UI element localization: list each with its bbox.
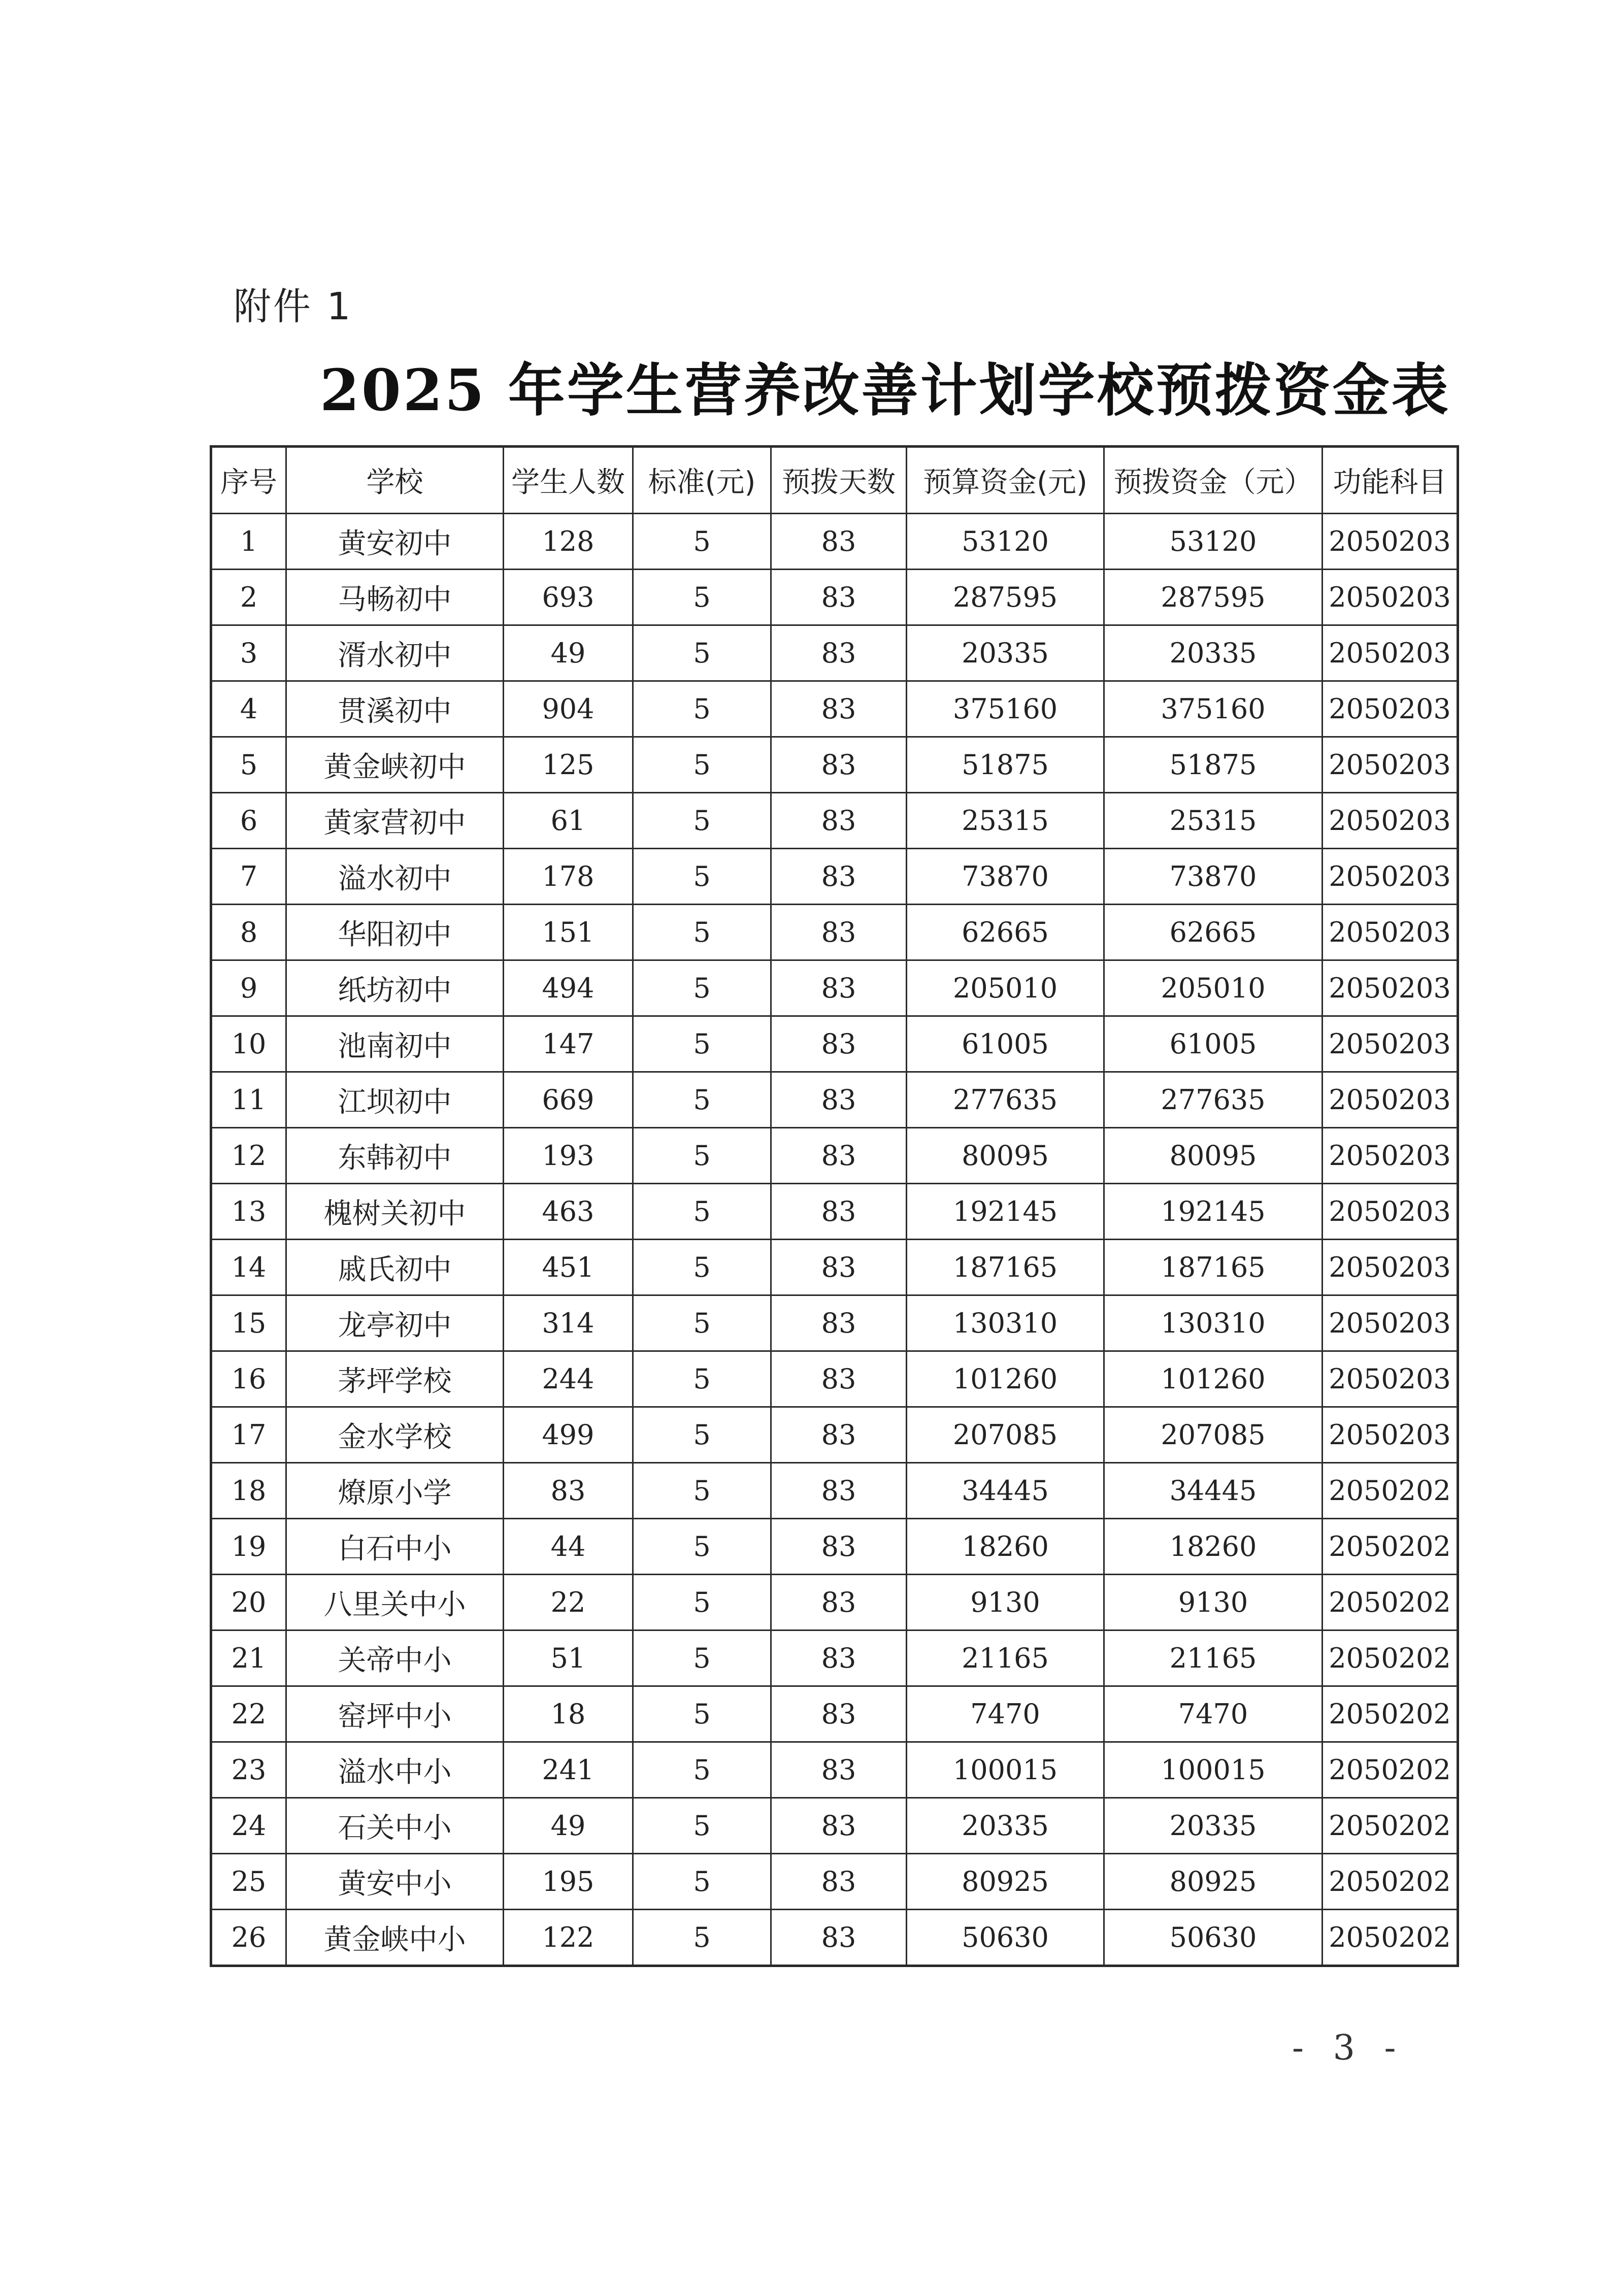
cell-budget-funds: 9130 (907, 1575, 1104, 1631)
cell-student-count: 195 (504, 1854, 633, 1910)
cell-function-code: 2050202 (1323, 1910, 1458, 1966)
cell-days: 83 (771, 1128, 907, 1184)
cell-days: 83 (771, 625, 907, 681)
cell-days: 83 (771, 1798, 907, 1854)
cell-budget-funds: 80925 (907, 1854, 1104, 1910)
table-row (211, 737, 1458, 793)
cell-function-code: 2050203 (1323, 1351, 1458, 1407)
attachment-label: 附件 1 (234, 285, 353, 328)
cell-function-code: 2050203 (1323, 1407, 1458, 1463)
cell-school: 溢水中小 (286, 1742, 504, 1798)
cell-budget-funds: 7470 (907, 1686, 1104, 1742)
cell-school: 白石中小 (286, 1519, 504, 1575)
cell-index: 2 (211, 570, 286, 625)
cell-advance-funds: 7470 (1104, 1686, 1323, 1742)
cell-function-code: 2050202 (1323, 1854, 1458, 1910)
table-row (211, 1016, 1458, 1072)
cell-advance-funds: 18260 (1104, 1519, 1323, 1575)
cell-student-count: 193 (504, 1128, 633, 1184)
table-row (211, 905, 1458, 960)
cell-advance-funds: 277635 (1104, 1072, 1323, 1128)
header-budget-funds: 预算资金(元) (907, 447, 1104, 514)
cell-school: 江坝初中 (286, 1072, 504, 1128)
table-row (211, 1854, 1458, 1910)
cell-standard: 5 (633, 793, 771, 849)
cell-student-count: 49 (504, 1798, 633, 1854)
cell-student-count: 22 (504, 1575, 633, 1631)
cell-school: 戚氏初中 (286, 1240, 504, 1295)
cell-advance-funds: 20335 (1104, 1798, 1323, 1854)
table-row (211, 1798, 1458, 1854)
cell-standard: 5 (633, 1631, 771, 1686)
cell-budget-funds: 53120 (907, 514, 1104, 570)
cell-index: 23 (211, 1742, 286, 1798)
table-row (211, 960, 1458, 1016)
cell-school: 燎原小学 (286, 1463, 504, 1519)
cell-budget-funds: 287595 (907, 570, 1104, 625)
cell-function-code: 2050202 (1323, 1463, 1458, 1519)
cell-budget-funds: 101260 (907, 1351, 1104, 1407)
cell-advance-funds: 80095 (1104, 1128, 1323, 1184)
cell-index: 3 (211, 625, 286, 681)
funding-table (210, 445, 1459, 1967)
cell-function-code: 2050203 (1323, 960, 1458, 1016)
cell-index: 8 (211, 905, 286, 960)
cell-school: 溢水初中 (286, 849, 504, 905)
cell-standard: 5 (633, 1854, 771, 1910)
cell-standard: 5 (633, 625, 771, 681)
cell-index: 20 (211, 1575, 286, 1631)
cell-budget-funds: 207085 (907, 1407, 1104, 1463)
cell-student-count: 44 (504, 1519, 633, 1575)
cell-budget-funds: 187165 (907, 1240, 1104, 1295)
cell-student-count: 494 (504, 960, 633, 1016)
cell-advance-funds: 192145 (1104, 1184, 1323, 1240)
cell-school: 槐树关初中 (286, 1184, 504, 1240)
cell-advance-funds: 25315 (1104, 793, 1323, 849)
cell-days: 83 (771, 793, 907, 849)
cell-advance-funds: 9130 (1104, 1575, 1323, 1631)
cell-student-count: 241 (504, 1742, 633, 1798)
cell-days: 83 (771, 905, 907, 960)
cell-student-count: 122 (504, 1910, 633, 1966)
cell-days: 83 (771, 960, 907, 1016)
cell-function-code: 2050203 (1323, 1072, 1458, 1128)
cell-function-code: 2050203 (1323, 1295, 1458, 1351)
cell-advance-funds: 51875 (1104, 737, 1323, 793)
cell-index: 24 (211, 1798, 286, 1854)
cell-function-code: 2050203 (1323, 570, 1458, 625)
cell-index: 12 (211, 1128, 286, 1184)
cell-budget-funds: 205010 (907, 960, 1104, 1016)
cell-advance-funds: 287595 (1104, 570, 1323, 625)
table-row (211, 849, 1458, 905)
cell-student-count: 61 (504, 793, 633, 849)
cell-advance-funds: 34445 (1104, 1463, 1323, 1519)
cell-student-count: 451 (504, 1240, 633, 1295)
cell-budget-funds: 192145 (907, 1184, 1104, 1240)
cell-student-count: 147 (504, 1016, 633, 1072)
cell-days: 83 (771, 1295, 907, 1351)
cell-budget-funds: 277635 (907, 1072, 1104, 1128)
header-days: 预拨天数 (771, 447, 907, 514)
cell-days: 83 (771, 1072, 907, 1128)
cell-advance-funds: 50630 (1104, 1910, 1323, 1966)
cell-standard: 5 (633, 1072, 771, 1128)
cell-school: 黄家营初中 (286, 793, 504, 849)
cell-standard: 5 (633, 570, 771, 625)
cell-budget-funds: 20335 (907, 1798, 1104, 1854)
cell-advance-funds: 130310 (1104, 1295, 1323, 1351)
table-row (211, 1631, 1458, 1686)
cell-index: 14 (211, 1240, 286, 1295)
header-advance-funds: 预拨资金（元） (1104, 447, 1323, 514)
cell-standard: 5 (633, 737, 771, 793)
cell-advance-funds: 20335 (1104, 625, 1323, 681)
cell-function-code: 2050202 (1323, 1631, 1458, 1686)
cell-budget-funds: 375160 (907, 681, 1104, 737)
cell-days: 83 (771, 1519, 907, 1575)
cell-function-code: 2050203 (1323, 737, 1458, 793)
cell-days: 83 (771, 1686, 907, 1742)
cell-standard: 5 (633, 849, 771, 905)
cell-budget-funds: 61005 (907, 1016, 1104, 1072)
cell-index: 15 (211, 1295, 286, 1351)
table-row (211, 1686, 1458, 1742)
cell-advance-funds: 61005 (1104, 1016, 1323, 1072)
cell-student-count: 51 (504, 1631, 633, 1686)
table-row (211, 1128, 1458, 1184)
cell-function-code: 2050202 (1323, 1798, 1458, 1854)
cell-days: 83 (771, 1184, 907, 1240)
cell-function-code: 2050203 (1323, 514, 1458, 570)
cell-advance-funds: 53120 (1104, 514, 1323, 570)
cell-days: 83 (771, 1407, 907, 1463)
cell-standard: 5 (633, 1016, 771, 1072)
cell-standard: 5 (633, 1686, 771, 1742)
cell-index: 19 (211, 1519, 286, 1575)
cell-index: 9 (211, 960, 286, 1016)
cell-index: 5 (211, 737, 286, 793)
cell-standard: 5 (633, 1128, 771, 1184)
page-number: - 3 - (1292, 2028, 1405, 2068)
cell-school: 东韩初中 (286, 1128, 504, 1184)
table-row (211, 1463, 1458, 1519)
cell-budget-funds: 21165 (907, 1631, 1104, 1686)
cell-index: 22 (211, 1686, 286, 1742)
cell-advance-funds: 375160 (1104, 681, 1323, 737)
cell-school: 关帝中小 (286, 1631, 504, 1686)
cell-days: 83 (771, 514, 907, 570)
cell-school: 马畅初中 (286, 570, 504, 625)
cell-function-code: 2050202 (1323, 1575, 1458, 1631)
cell-days: 83 (771, 1742, 907, 1798)
table-row (211, 1910, 1458, 1966)
table-row (211, 1351, 1458, 1407)
cell-school: 黄金峡中小 (286, 1910, 504, 1966)
cell-standard: 5 (633, 1407, 771, 1463)
cell-school: 池南初中 (286, 1016, 504, 1072)
table-row (211, 1240, 1458, 1295)
cell-index: 21 (211, 1631, 286, 1686)
cell-student-count: 178 (504, 849, 633, 905)
table-row (211, 514, 1458, 570)
cell-student-count: 128 (504, 514, 633, 570)
cell-function-code: 2050203 (1323, 1128, 1458, 1184)
cell-days: 83 (771, 1575, 907, 1631)
cell-standard: 5 (633, 1910, 771, 1966)
cell-index: 4 (211, 681, 286, 737)
cell-budget-funds: 130310 (907, 1295, 1104, 1351)
cell-school: 茅坪学校 (286, 1351, 504, 1407)
cell-index: 1 (211, 514, 286, 570)
header-index: 序号 (211, 447, 286, 514)
header-standard: 标准(元) (633, 447, 771, 514)
table-row (211, 1184, 1458, 1240)
cell-days: 83 (771, 849, 907, 905)
cell-advance-funds: 80925 (1104, 1854, 1323, 1910)
cell-school: 华阳初中 (286, 905, 504, 960)
table-row (211, 625, 1458, 681)
cell-advance-funds: 187165 (1104, 1240, 1323, 1295)
cell-days: 83 (771, 737, 907, 793)
cell-index: 6 (211, 793, 286, 849)
cell-student-count: 499 (504, 1407, 633, 1463)
cell-budget-funds: 25315 (907, 793, 1104, 849)
cell-school: 八里关中小 (286, 1575, 504, 1631)
cell-days: 83 (771, 1016, 907, 1072)
cell-budget-funds: 80095 (907, 1128, 1104, 1184)
cell-school: 贯溪初中 (286, 681, 504, 737)
cell-function-code: 2050202 (1323, 1519, 1458, 1575)
cell-function-code: 2050203 (1323, 625, 1458, 681)
cell-standard: 5 (633, 514, 771, 570)
cell-student-count: 244 (504, 1351, 633, 1407)
cell-student-count: 18 (504, 1686, 633, 1742)
cell-standard: 5 (633, 905, 771, 960)
cell-function-code: 2050203 (1323, 1184, 1458, 1240)
table-row (211, 1295, 1458, 1351)
cell-budget-funds: 51875 (907, 737, 1104, 793)
cell-student-count: 83 (504, 1463, 633, 1519)
cell-standard: 5 (633, 1240, 771, 1295)
cell-function-code: 2050202 (1323, 1686, 1458, 1742)
table-row (211, 681, 1458, 737)
cell-budget-funds: 20335 (907, 625, 1104, 681)
cell-budget-funds: 100015 (907, 1742, 1104, 1798)
cell-budget-funds: 34445 (907, 1463, 1104, 1519)
cell-standard: 5 (633, 1798, 771, 1854)
cell-student-count: 151 (504, 905, 633, 960)
cell-index: 25 (211, 1854, 286, 1910)
cell-student-count: 125 (504, 737, 633, 793)
cell-index: 16 (211, 1351, 286, 1407)
cell-index: 13 (211, 1184, 286, 1240)
cell-index: 11 (211, 1072, 286, 1128)
header-school: 学校 (286, 447, 504, 514)
cell-standard: 5 (633, 960, 771, 1016)
cell-school: 湑水初中 (286, 625, 504, 681)
cell-student-count: 904 (504, 681, 633, 737)
cell-advance-funds: 207085 (1104, 1407, 1323, 1463)
cell-budget-funds: 18260 (907, 1519, 1104, 1575)
cell-standard: 5 (633, 1742, 771, 1798)
cell-advance-funds: 62665 (1104, 905, 1323, 960)
cell-function-code: 2050203 (1323, 849, 1458, 905)
table-row (211, 1742, 1458, 1798)
cell-days: 83 (771, 1631, 907, 1686)
cell-school: 黄金峡初中 (286, 737, 504, 793)
cell-index: 17 (211, 1407, 286, 1463)
cell-school: 纸坊初中 (286, 960, 504, 1016)
cell-student-count: 669 (504, 1072, 633, 1128)
cell-days: 83 (771, 1463, 907, 1519)
cell-index: 7 (211, 849, 286, 905)
cell-school: 石关中小 (286, 1798, 504, 1854)
cell-student-count: 463 (504, 1184, 633, 1240)
table-row (211, 1072, 1458, 1128)
table-row (211, 1407, 1458, 1463)
cell-school: 金水学校 (286, 1407, 504, 1463)
cell-standard: 5 (633, 1351, 771, 1407)
header-function-code: 功能科目 (1323, 447, 1458, 514)
cell-standard: 5 (633, 681, 771, 737)
cell-index: 10 (211, 1016, 286, 1072)
cell-function-code: 2050203 (1323, 793, 1458, 849)
cell-student-count: 49 (504, 625, 633, 681)
document-title: 2025 年学生营养改善计划学校预拨资金表 (320, 357, 1450, 424)
cell-index: 26 (211, 1910, 286, 1966)
cell-days: 83 (771, 1854, 907, 1910)
cell-budget-funds: 73870 (907, 849, 1104, 905)
table-row (211, 1575, 1458, 1631)
cell-budget-funds: 50630 (907, 1910, 1104, 1966)
cell-days: 83 (771, 681, 907, 737)
table-row (211, 1519, 1458, 1575)
cell-days: 83 (771, 570, 907, 625)
cell-advance-funds: 205010 (1104, 960, 1323, 1016)
table-row (211, 570, 1458, 625)
cell-school: 窑坪中小 (286, 1686, 504, 1742)
cell-advance-funds: 73870 (1104, 849, 1323, 905)
cell-function-code: 2050202 (1323, 1742, 1458, 1798)
cell-function-code: 2050203 (1323, 1016, 1458, 1072)
cell-days: 83 (771, 1240, 907, 1295)
cell-school: 龙亭初中 (286, 1295, 504, 1351)
cell-function-code: 2050203 (1323, 905, 1458, 960)
cell-advance-funds: 21165 (1104, 1631, 1323, 1686)
cell-student-count: 693 (504, 570, 633, 625)
cell-school: 黄安初中 (286, 514, 504, 570)
cell-student-count: 314 (504, 1295, 633, 1351)
cell-standard: 5 (633, 1519, 771, 1575)
cell-school: 黄安中小 (286, 1854, 504, 1910)
table-row (211, 793, 1458, 849)
cell-days: 83 (771, 1910, 907, 1966)
cell-index: 18 (211, 1463, 286, 1519)
cell-standard: 5 (633, 1184, 771, 1240)
cell-standard: 5 (633, 1463, 771, 1519)
table-header-row (211, 447, 1458, 514)
cell-advance-funds: 101260 (1104, 1351, 1323, 1407)
header-student-count: 学生人数 (504, 447, 633, 514)
cell-advance-funds: 100015 (1104, 1742, 1323, 1798)
cell-function-code: 2050203 (1323, 1240, 1458, 1295)
cell-standard: 5 (633, 1295, 771, 1351)
cell-function-code: 2050203 (1323, 681, 1458, 737)
cell-budget-funds: 62665 (907, 905, 1104, 960)
cell-standard: 5 (633, 1575, 771, 1631)
cell-days: 83 (771, 1351, 907, 1407)
